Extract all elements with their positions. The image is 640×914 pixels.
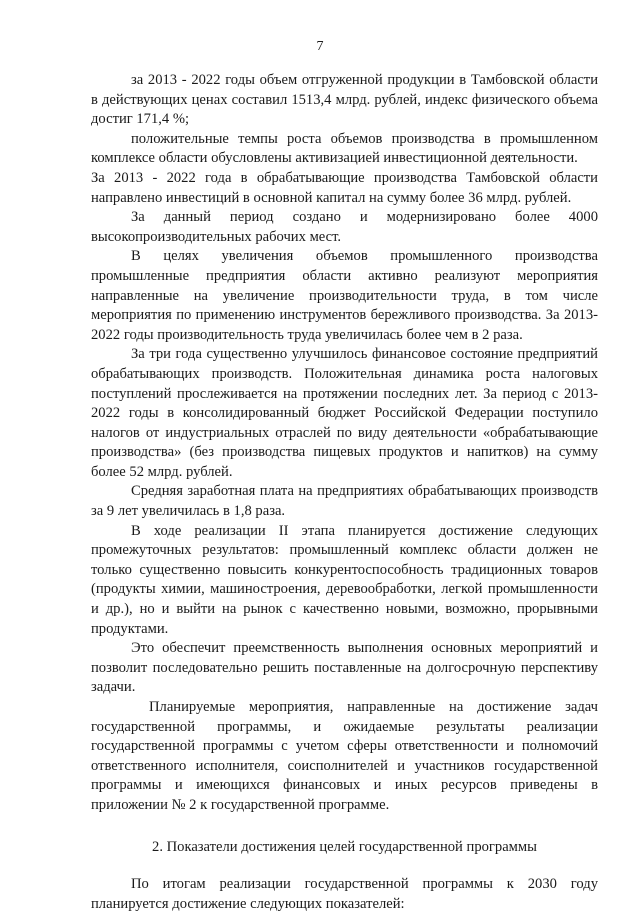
paragraph: За данный период создано и модернизировано более 4000 высокопроизводительных рабочих мест. (91, 209, 598, 245)
paragraph: В ходе реализации II этапа планируется достижение следующих промежуточных результатов: промышленный комплекс области должен не только существенно повысить конкурентоспособность традиционных товаров (продукты химии, машиностроения, деревообработки, легкой промышленности и др.), но и выйти на рынок с качественно новыми, возможно, прорывными продуктами. (91, 522, 598, 637)
paragraph: положительные темпы роста объемов производства в промышленном комплексе области обусловлены активизацией инвестиционной деятельности. (91, 130, 598, 167)
paragraph: Планируемые мероприятия, направленные на достижение задач государственной программы, и ожидаемые результаты реализации государственной программы с учетом сферы ответственности и полномочий ответственного исполнителя, соисполнителей и участников государственной программы и имеющихся финансовых и иных ресурсов приведены в приложении № 2 к государственной программе. (91, 699, 598, 813)
paragraph: За три года существенно улучшилось финансовое состояние предприятий обрабатывающих производств. Положительная динамика роста налоговых поступлений прослеживается на протяжении последних лет. За период с 2013-2022 годы в консолидированный бюджет Российской Федерации поступило налогов от индустриальных отраслей по виду деятельности «обрабатывающие производства» (без производства пищевых продуктов и напитков) на сумму более 52 млрд. рублей. (91, 346, 598, 480)
paragraph: Это обеспечит преемственность выполнения основных мероприятий и позволит последовательно решить поставленные на долгосрочную перспективу задачи. (91, 640, 598, 696)
document-body (91, 71, 598, 914)
page-number: 7 (316, 39, 324, 54)
paragraph: По итогам реализации государственной программы к 2030 году планируется достижение следующих показателей: (91, 876, 598, 912)
section-heading: 2. Показатели достижения целей государственной программы (152, 838, 537, 855)
paragraph: Средняя заработная плата на предприятиях обрабатывающих производств за 9 лет увеличилась в 1,8 раза. (91, 483, 598, 520)
paragraph: за 2013 - 2022 годы объем отгруженной продукции в Тамбовской области в действующих ценах составил 1513,4 млрд. рублей, индекс физического объема достиг 171,4 %; (91, 72, 598, 128)
paragraph: За 2013 - 2022 года в обрабатывающие производства Тамбовской области направлено инвестиций в основной капитал на сумму более 36 млрд. рублей. (91, 169, 598, 206)
paragraph: В целях увеличения объемов промышленного производства промышленные предприятия области активно реализуют мероприятия направленные на увеличение производительности труда, в том числе мероприятия по применению инструментов бережливого производства. За 2013-2022 годы производительность труда увеличилась более чем в 2 раза. (91, 248, 598, 343)
